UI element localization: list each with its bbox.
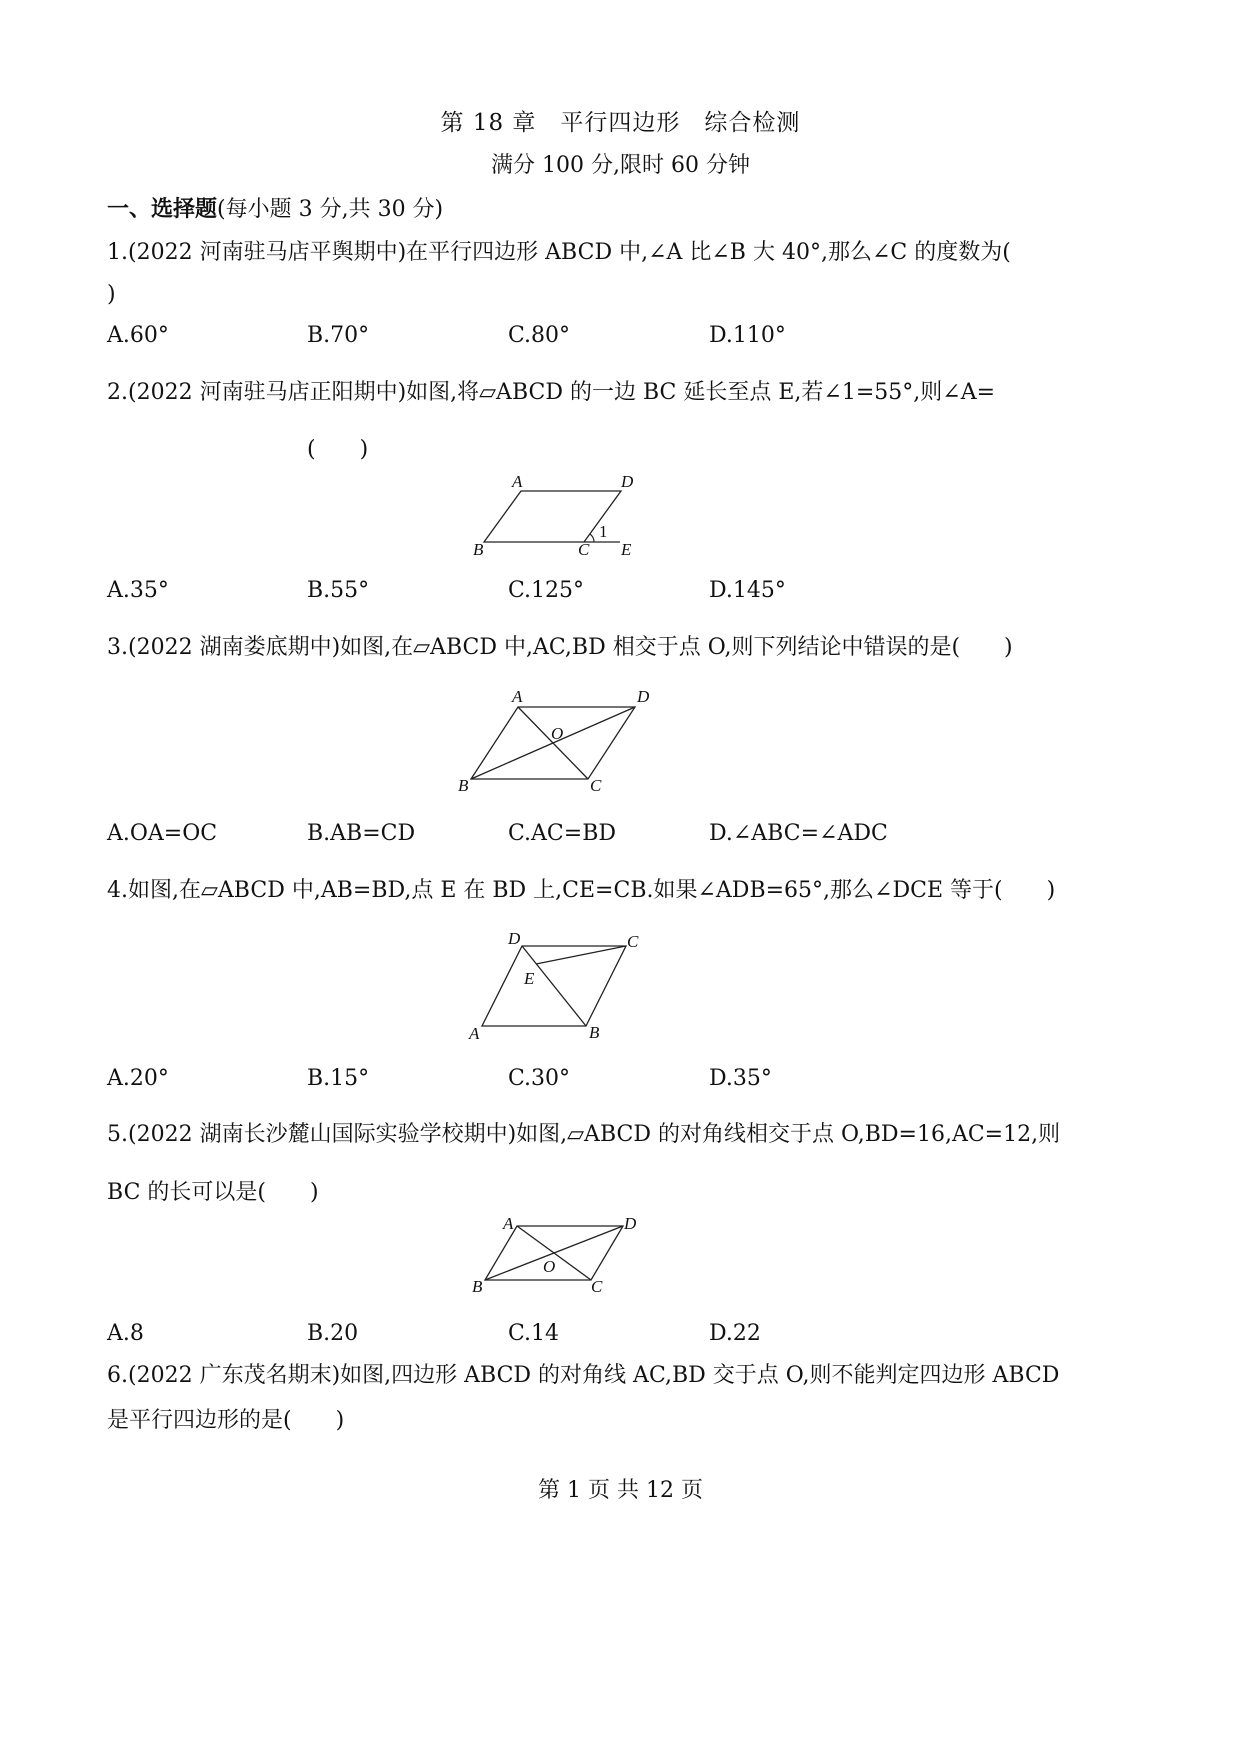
question-1-text bbox=[107, 240, 1011, 266]
question-line: (2022 湖南娄底期中)如图,在▱ABCD 中,AC,BD 相交于点 O,则下列结论中错误的是( ) bbox=[128, 635, 1013, 660]
q2-option-b: B.55° bbox=[307, 578, 370, 603]
section-title: 一、选择题 bbox=[107, 196, 218, 222]
q4-option-b: B.15° bbox=[307, 1066, 370, 1091]
question-1-text-cont: ) bbox=[107, 282, 116, 307]
question-line: 如图,在▱ABCD 中,AB=BD,点 E 在 BD 上,CE=CB.如果∠ADB=65°,那么∠DCE 等于( ) bbox=[128, 878, 1056, 903]
q3-option-a: A.OA=OC bbox=[107, 821, 218, 846]
q1-option-a: A.60° bbox=[107, 323, 169, 348]
q5-option-d: D.22 bbox=[709, 1321, 761, 1346]
question-line: (2022 广东茂名期末)如图,四边形 ABCD 的对角线 AC,BD 交于点 O,则不能判定四边形 ABCD bbox=[128, 1363, 1060, 1388]
q3-option-c: C.AC=BD bbox=[508, 821, 617, 846]
label-c: C bbox=[578, 540, 590, 559]
section-heading bbox=[107, 196, 443, 223]
question-line: (2022 湖南长沙麓山国际实验学校期中)如图,▱ABCD 的对角线相交于点 O,BD=16,AC=12,则 bbox=[128, 1122, 1061, 1147]
question-6-text-cont: 是平行四边形的是( ) bbox=[107, 1408, 345, 1433]
question-2-answer-bracket: ( ) bbox=[307, 437, 369, 462]
q5-option-c: C.14 bbox=[508, 1321, 560, 1346]
label-d: D bbox=[621, 472, 634, 491]
question-number: 4. bbox=[107, 878, 128, 903]
page-title: 第 18 章 平行四边形 综合检测 bbox=[440, 110, 801, 136]
q3-figure bbox=[450, 685, 670, 795]
question-number: 1. bbox=[107, 240, 128, 265]
page-subtitle: 满分 100 分,限时 60 分钟 bbox=[491, 153, 750, 178]
q4-figure bbox=[460, 928, 650, 1043]
q1-option-d: D.110° bbox=[709, 323, 786, 348]
q2-option-a: A.35° bbox=[107, 578, 169, 603]
label-c: C bbox=[591, 1277, 603, 1296]
q3-option-d: D.∠ABC=∠ADC bbox=[709, 821, 888, 846]
question-4-text bbox=[107, 878, 1055, 904]
label-a: A bbox=[512, 687, 523, 706]
angle-1-label: 1 bbox=[599, 522, 608, 541]
label-b: B bbox=[473, 540, 484, 559]
label-e: E bbox=[621, 540, 632, 559]
question-number: 6. bbox=[107, 1363, 128, 1388]
q2-option-c: C.125° bbox=[508, 578, 585, 603]
label-d: D bbox=[637, 687, 650, 706]
section-note: (每小题 3 分,共 30 分) bbox=[217, 197, 444, 222]
label-c: C bbox=[590, 776, 602, 795]
question-number: 3. bbox=[107, 635, 128, 660]
q1-option-b: B.70° bbox=[307, 323, 370, 348]
question-line: (2022 河南驻马店正阳期中)如图,将▱ABCD 的一边 BC 延长至点 E,若∠1=55°,则∠A= bbox=[128, 380, 996, 405]
question-6-text bbox=[107, 1363, 1059, 1389]
question-line: (2022 河南驻马店平舆期中)在平行四边形 ABCD 中,∠A 比∠B 大 40°,那么∠C 的度数为( bbox=[128, 240, 1011, 265]
question-3-text bbox=[107, 635, 1013, 661]
label-a: A bbox=[503, 1214, 514, 1233]
label-b: B bbox=[589, 1023, 600, 1042]
label-a: A bbox=[512, 472, 523, 491]
angle-1-arc bbox=[590, 534, 594, 542]
q5-figure bbox=[465, 1212, 650, 1294]
q2-figure bbox=[470, 470, 650, 565]
diagonal-bd bbox=[471, 707, 635, 779]
label-e: E bbox=[524, 969, 535, 988]
label-c: C bbox=[627, 932, 639, 951]
question-number: 2. bbox=[107, 380, 128, 405]
label-d: D bbox=[508, 929, 521, 948]
q4-option-c: C.30° bbox=[508, 1066, 571, 1091]
q3-option-b: B.AB=CD bbox=[307, 821, 416, 846]
question-5-text bbox=[107, 1122, 1060, 1148]
q1-option-c: C.80° bbox=[508, 323, 571, 348]
question-5-text-cont: BC 的长可以是( ) bbox=[107, 1180, 319, 1205]
segment-ce bbox=[536, 946, 626, 964]
label-b: B bbox=[472, 1277, 483, 1296]
q5-option-b: B.20 bbox=[307, 1321, 359, 1346]
question-2-text bbox=[107, 380, 995, 406]
label-o: O bbox=[551, 724, 564, 743]
q2-option-d: D.145° bbox=[709, 578, 786, 603]
label-a: A bbox=[469, 1024, 480, 1043]
label-d: D bbox=[624, 1214, 637, 1233]
label-b: B bbox=[458, 776, 469, 795]
question-number: 5. bbox=[107, 1122, 128, 1147]
q4-option-a: A.20° bbox=[107, 1066, 169, 1091]
q4-option-d: D.35° bbox=[709, 1066, 772, 1091]
label-o: O bbox=[543, 1257, 556, 1276]
q5-option-a: A.8 bbox=[107, 1321, 144, 1346]
page-number: 第 1 页 共 12 页 bbox=[538, 1478, 703, 1503]
